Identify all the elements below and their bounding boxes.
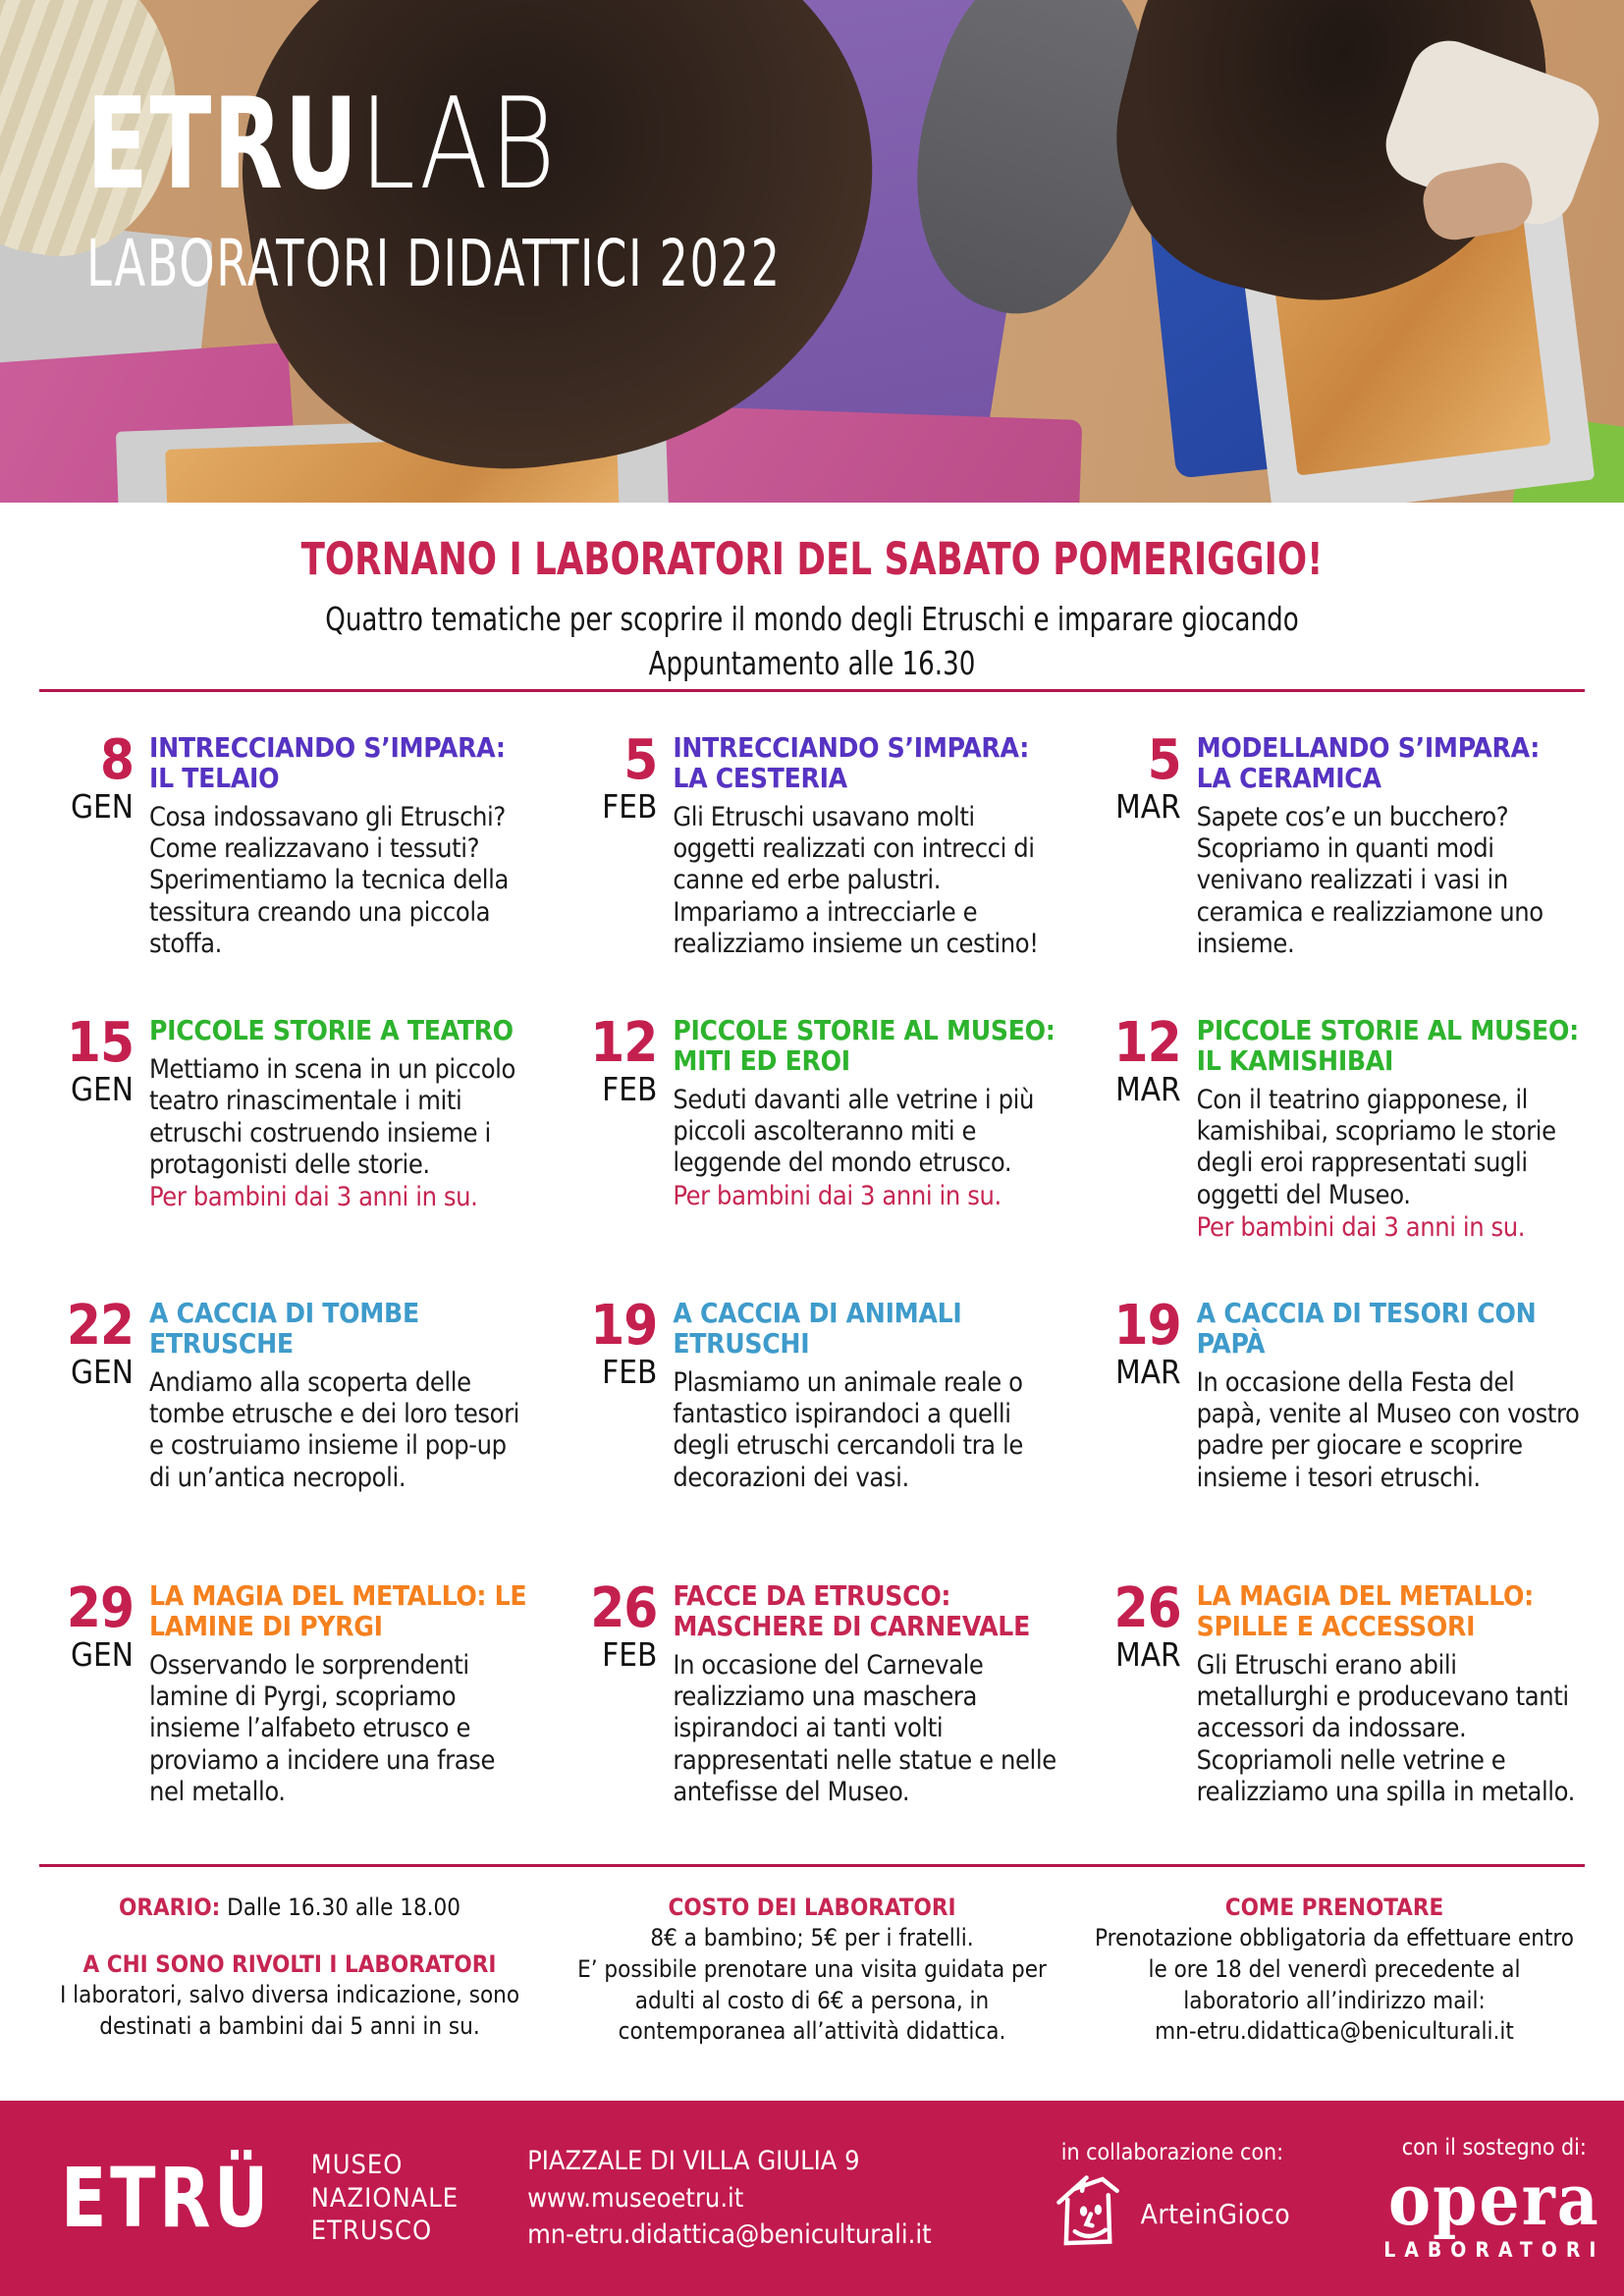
footer-bar	[0, 2101, 1624, 2296]
event-month: MAR	[1115, 787, 1181, 826]
event-date	[1091, 1011, 1181, 1108]
footer-email: mn-etru.didattica@beniculturali.it	[527, 2219, 932, 2251]
info-orario	[43, 1893, 536, 2073]
event-date	[43, 1576, 134, 1674]
event-date	[567, 728, 658, 826]
collab-label: in collaborazione con:	[1060, 2139, 1284, 2165]
support-block	[1383, 2135, 1604, 2261]
support-label: con il sostegno di:	[1401, 2135, 1587, 2162]
footer-address: PIAZZALE DI VILLA GIULIA 9	[527, 2145, 860, 2176]
brand-title	[86, 72, 799, 218]
collaboration-block	[1055, 2140, 1291, 2258]
event-day: 12	[590, 1011, 658, 1075]
collab-name: ArteinGioco	[1140, 2198, 1291, 2230]
rivolti-heading: A CHI SONO RIVOLTI I LABORATORI	[82, 1949, 497, 1978]
event-title: FACCE DA ETRUSCO: MASCHERE DI CARNEVALE	[673, 1579, 1030, 1642]
event-month: GEN	[71, 1070, 134, 1108]
prenotare-heading: COME PRENOTARE	[1224, 1894, 1444, 1921]
etru-logo-group	[61, 2149, 459, 2248]
event-description: Osservando le sorprendenti lamine di Pyrgi, scopriamo insieme l’alfabeto etrusco e proviamo a incidere una frase nel metallo.	[149, 1649, 495, 1808]
orario-label: ORARIO:	[118, 1894, 221, 1921]
event-month: GEN	[71, 1635, 134, 1674]
costo-heading: COSTO DEI LABORATORI	[668, 1894, 956, 1921]
event-day: 19	[1113, 1294, 1181, 1358]
event-month: GEN	[71, 1353, 134, 1391]
footer-contacts	[527, 2143, 932, 2254]
arteingioco-logo	[1055, 2171, 1127, 2258]
costo-line2: E’ possibile prenotare una visita guidata per adulti al costo di 6€ a persona, in contemporanea all’attività didattica.	[577, 1954, 1047, 2046]
hero-photo	[0, 0, 1624, 503]
event-card	[1091, 1576, 1581, 1864]
event-description: In occasione del Carnevale realizziamo una maschera ispirandoci ai tanti volti rappresentati nelle statue e nelle antefisse del Museo.	[673, 1649, 1056, 1808]
event-description: Andiamo alla scoperta delle tombe etrusche e dei loro tesori e costruiamo insieme il pop-up di un’antica necropoli.	[149, 1366, 520, 1493]
brand-light: LAB	[358, 72, 558, 218]
event-date	[43, 1011, 134, 1108]
event-month: FEB	[602, 1635, 658, 1674]
event-date	[43, 728, 134, 826]
brand-bold: ETRU	[86, 72, 359, 218]
event-day: 26	[590, 1576, 658, 1640]
event-description: Cosa indossavano gli Etruschi? Come realizzavano i tessuti? Sperimentiamo la tecnica della tessitura creando una piccola stoffa.	[149, 801, 509, 960]
event-month: MAR	[1115, 1070, 1181, 1108]
event-day: 15	[66, 1011, 134, 1075]
museum-name-line2: NAZIONALE	[310, 2182, 460, 2214]
event-title: A CACCIA DI ANIMALI ETRUSCHI	[673, 1297, 962, 1360]
orario-value: Dalle 16.30 alle 18.00	[220, 1894, 461, 1921]
event-card	[1091, 728, 1581, 1016]
event-card	[567, 1011, 1056, 1299]
event-title: PICCOLE STORIE AL MUSEO: MITI ED EROI	[673, 1014, 1056, 1077]
info-costo	[566, 1893, 1058, 2073]
event-month: FEB	[602, 1070, 658, 1108]
event-date	[567, 1011, 658, 1108]
event-description: Gli Etruschi erano abili metallurghi e producevano tanti accessori da indossare. Scopriamoli nelle vetrine e realizziamo una spilla in metallo.	[1196, 1649, 1575, 1808]
event-day: 29	[66, 1576, 134, 1640]
event-month: FEB	[602, 787, 658, 826]
event-day: 22	[66, 1294, 134, 1358]
info-section	[0, 1867, 1624, 2073]
event-description: Mettiamo in scena in un piccolo teatro rinascimentale i miti etruschi costruendo insieme i protagonisti delle storie.	[149, 1053, 515, 1180]
museum-name	[311, 2149, 459, 2248]
event-description: Gli Etruschi usavano molti oggetti realizzati con intrecci di canne ed erbe palustri. Impariamo a intrecciarle e realizziamo insieme un cestino!	[673, 801, 1039, 960]
opera-logo: opera	[1387, 2158, 1600, 2242]
intro-line2: Appuntamento alle 16.30	[648, 643, 976, 682]
event-date	[567, 1294, 658, 1391]
event-card	[43, 1011, 533, 1299]
event-age-note: Per bambini dai 3 anni in su.	[673, 1180, 1001, 1211]
event-card	[43, 1294, 533, 1581]
footer-website: www.museoetru.it	[527, 2182, 744, 2214]
event-month: GEN	[71, 787, 134, 826]
intro-line1: Quattro tematiche per scoprire il mondo degli Etruschi e imparare giocando	[325, 600, 1299, 639]
hero-subtitle: LABORATORI DIDATTICI 2022	[86, 226, 782, 301]
prenotare-text: Prenotazione obbligatoria da effettuare entro le ore 18 del venerdì precedente al laboratorio all’indirizzo mail:	[1095, 1924, 1574, 2014]
event-title: LA MAGIA DEL METALLO: LE LAMINE DI PYRGI	[149, 1579, 527, 1642]
intro-section	[0, 503, 1624, 689]
event-card	[43, 1576, 533, 1864]
event-title: PICCOLE STORIE A TEATRO	[149, 1014, 514, 1046]
event-month: FEB	[602, 1353, 658, 1391]
etru-logo: ETRÜ	[61, 2149, 272, 2246]
costo-line1: 8€ a bambino; 5€ per i fratelli.	[650, 1924, 974, 1952]
booking-email: mn-etru.didattica@beniculturali.it	[1155, 2017, 1514, 2046]
event-month: MAR	[1115, 1353, 1181, 1391]
event-card	[1091, 1011, 1581, 1299]
intro-heading: TORNANO I LABORATORI DEL SABATO POMERIGGIO!	[300, 533, 1324, 585]
hero-text	[86, 72, 977, 301]
event-title: MODELLANDO S’IMPARA: LA CERAMICA	[1196, 731, 1541, 794]
event-title: A CACCIA DI TESORI CON PAPÀ	[1196, 1297, 1537, 1360]
event-day: 5	[1147, 728, 1181, 792]
event-date	[1091, 1294, 1181, 1391]
event-card	[43, 728, 533, 1016]
event-card	[567, 1294, 1056, 1581]
event-description: Sapete cos’e un bucchero? Scopriamo in quanti modi venivano realizzati i vasi in ceramica e realizziamone uno insieme.	[1196, 801, 1543, 960]
museum-name-line1: MUSEO	[310, 2149, 404, 2180]
event-card	[567, 728, 1056, 1016]
museum-name-line3: ETRUSCO	[310, 2216, 433, 2247]
event-description: Plasmiamo un animale reale o fantastico ispirandoci a quelli degli etruschi cercandoli tra le decorazioni dei vasi.	[673, 1366, 1023, 1493]
event-date	[1091, 1576, 1181, 1674]
event-description: Seduti davanti alle vetrine i più piccoli ascolteranno miti e leggende del mondo etrusco.	[673, 1084, 1034, 1179]
event-month: MAR	[1115, 1635, 1181, 1674]
event-title: LA MAGIA DEL METALLO: SPILLE E ACCESSORI	[1196, 1579, 1534, 1642]
event-day: 8	[99, 728, 134, 792]
event-title: INTRECCIANDO S’IMPARA: IL TELAIO	[149, 731, 506, 794]
event-description: In occasione della Festa del papà, venite al Museo con vostro padre per giocare e scoprire insieme i tesori etruschi.	[1196, 1366, 1580, 1493]
event-title: A CACCIA DI TOMBE ETRUSCHE	[149, 1297, 419, 1360]
event-card	[567, 1576, 1056, 1864]
event-description: Con il teatrino giapponese, il kamishibai, scopriamo le storie degli eroi rappresentati sugli oggetti del Museo.	[1196, 1084, 1556, 1210]
event-date	[43, 1294, 134, 1391]
event-day: 5	[623, 728, 658, 792]
event-card	[1091, 1294, 1581, 1581]
event-date	[567, 1576, 658, 1674]
rivolti-text: I laboratori, salvo diversa indicazione, sono destinati a bambini dai 5 anni in su.	[59, 1980, 520, 2040]
event-date	[1091, 728, 1181, 826]
orario-line	[43, 1893, 536, 1924]
event-title: INTRECCIANDO S’IMPARA: LA CESTERIA	[673, 731, 1030, 794]
event-day: 19	[590, 1294, 658, 1358]
opera-laboratori-label: LABORATORI	[1383, 2237, 1605, 2262]
event-age-note: Per bambini dai 3 anni in su.	[1196, 1212, 1526, 1244]
event-age-note: Per bambini dai 3 anni in su.	[149, 1182, 478, 1213]
event-day: 12	[1113, 1011, 1181, 1075]
event-day: 26	[1113, 1576, 1181, 1640]
event-title: PICCOLE STORIE AL MUSEO: IL KAMISHIBAI	[1196, 1014, 1579, 1077]
events-grid	[0, 692, 1624, 1864]
info-prenotare	[1088, 1893, 1581, 2073]
